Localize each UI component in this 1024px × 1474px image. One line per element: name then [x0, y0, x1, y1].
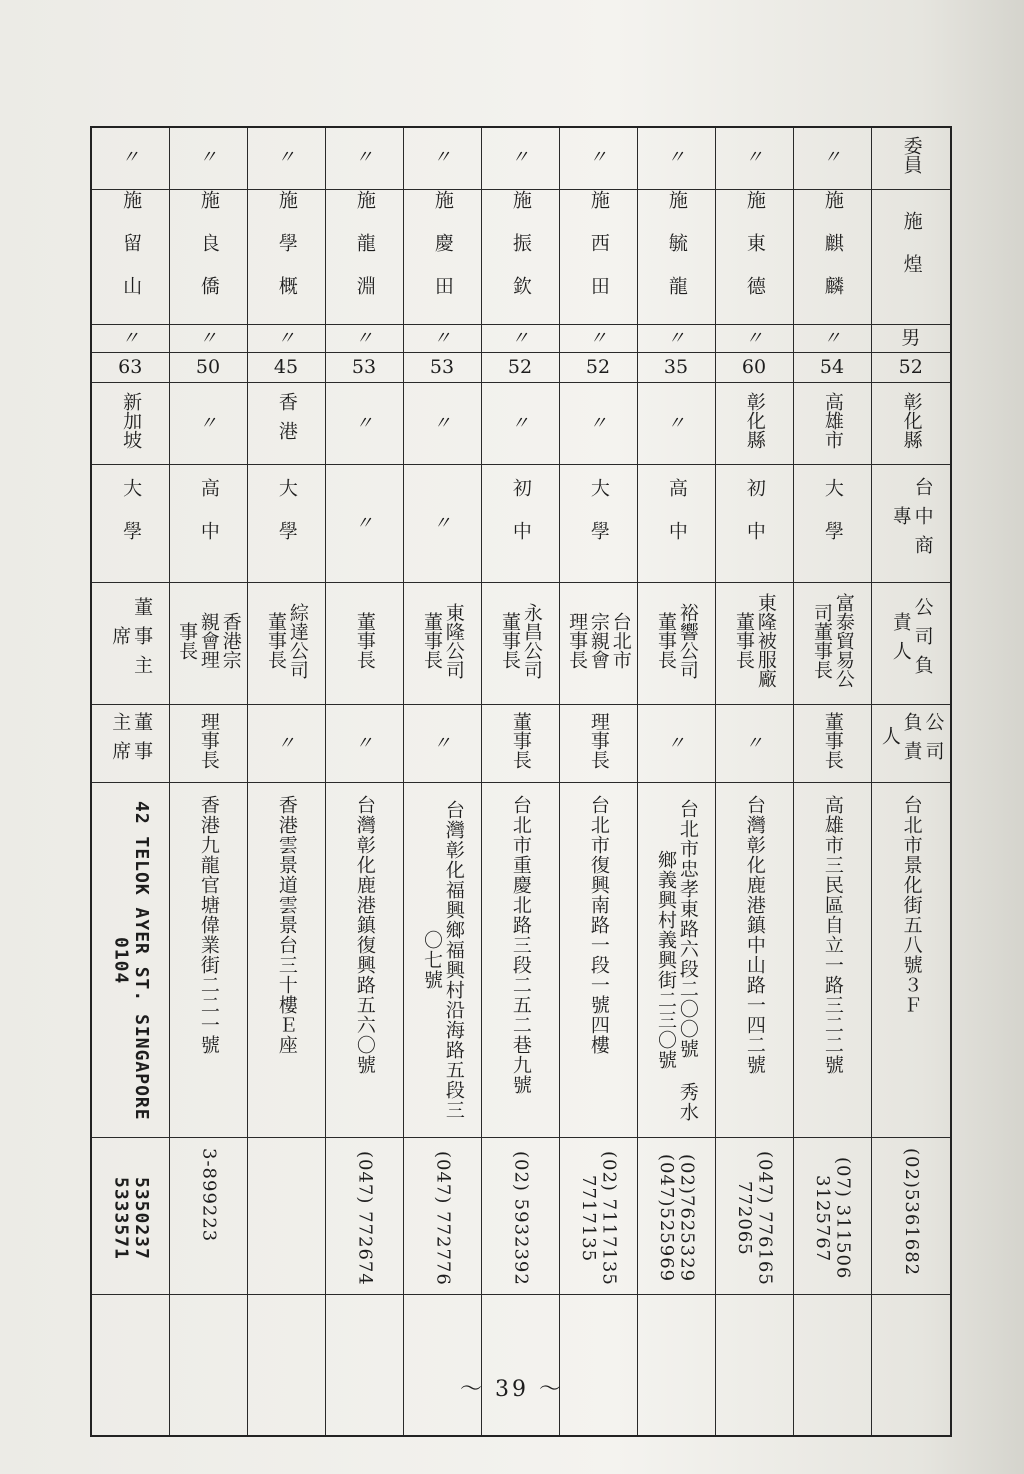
cell-phone-r7: (047) 772776: [403, 1138, 481, 1295]
cell-title-r5: 〃: [559, 127, 637, 189]
cell-name-r5: 施西田: [559, 189, 637, 325]
cell-phone-r10: 3-899223: [169, 1138, 247, 1295]
cell-addr-r2: 高雄市三民區自立一路三二二號: [793, 783, 871, 1138]
cell-curr-r9: 〃: [247, 705, 325, 783]
page-number: ～ 39 ～: [460, 1377, 564, 1402]
cell-blank: [247, 1295, 325, 1436]
cell-age-r9: 45: [247, 353, 325, 383]
cell-name-r3: 施東德: [715, 189, 793, 325]
cell-addr-r3: 台灣彰化鹿港鎮中山路一四二號: [715, 783, 793, 1138]
cell-gender-r9: 〃: [247, 325, 325, 353]
cell-gender-r3: 〃: [715, 325, 793, 353]
cell-prev-r1: 公司負責人: [871, 583, 951, 705]
cell-title-r2: 〃: [793, 127, 871, 189]
cell-age-r10: 50: [169, 353, 247, 383]
cell-blank: [871, 1295, 951, 1436]
cell-phone-r4: (02)7625329 (047)525969: [637, 1138, 715, 1295]
cell-addr-r10: 香港九龍官塘偉業街二二一號: [169, 783, 247, 1138]
row-address: [91, 783, 951, 1138]
cell-title-r7: 〃: [403, 127, 481, 189]
cell-name-r10: 施良僑: [169, 189, 247, 325]
cell-gender-r7: 〃: [403, 325, 481, 353]
cell-title-r11: 〃: [91, 127, 169, 189]
cell-native-r1: 彰化縣: [871, 383, 951, 465]
cell-blank: [403, 1295, 481, 1436]
cell-prev-r5: 台北市宗親會理事長: [559, 583, 637, 705]
cell-curr-r4: 〃: [637, 705, 715, 783]
cell-title-r1: 委員: [871, 127, 951, 189]
cell-addr-r11: 42 TELOK AYER ST. SINGAPORE 0104: [91, 783, 169, 1138]
cell-name-r7: 施慶田: [403, 189, 481, 325]
cell-addr-r8: 台灣彰化鹿港鎮復興路五六〇號: [325, 783, 403, 1138]
cell-edu-r2: 大學: [793, 465, 871, 583]
row-phone: [91, 1138, 951, 1295]
cell-title-r9: 〃: [247, 127, 325, 189]
cell-curr-r8: 〃: [325, 705, 403, 783]
row-previous-job: [91, 583, 951, 705]
row-native-place: [91, 383, 951, 465]
cell-addr-r4: 台北市忠孝東路六段二〇〇號 秀水鄉義興村義興街二三〇號: [637, 783, 715, 1138]
cell-phone-r3: (047) 776165 772065: [715, 1138, 793, 1295]
cell-curr-r1: 公司負責人: [871, 705, 951, 783]
cell-age-r1: 52: [871, 353, 951, 383]
row-current-job: [91, 705, 951, 783]
cell-prev-r11: 董事主席: [91, 583, 169, 705]
cell-gender-r10: 〃: [169, 325, 247, 353]
cell-curr-r10: 理事長: [169, 705, 247, 783]
cell-blank: [559, 1295, 637, 1436]
cell-prev-r7: 東隆公司董事長: [403, 583, 481, 705]
cell-native-r5: 〃: [559, 383, 637, 465]
cell-phone-r1: (02)5361682: [871, 1138, 951, 1295]
cell-edu-r7: 〃: [403, 465, 481, 583]
row-title: [91, 127, 951, 189]
cell-prev-r2: 富泰貿易公司董事長: [793, 583, 871, 705]
cell-native-r8: 〃: [325, 383, 403, 465]
cell-curr-r11: 董事主席: [91, 705, 169, 783]
cell-title-r8: 〃: [325, 127, 403, 189]
cell-blank: [91, 1295, 169, 1436]
cell-prev-r3: 東隆被服廠董事長: [715, 583, 793, 705]
cell-blank: [793, 1295, 871, 1436]
cell-title-r6: 〃: [481, 127, 559, 189]
cell-edu-r9: 大學: [247, 465, 325, 583]
cell-gender-r11: 〃: [91, 325, 169, 353]
cell-age-r6: 52: [481, 353, 559, 383]
cell-curr-r7: 〃: [403, 705, 481, 783]
cell-curr-r5: 理事長: [559, 705, 637, 783]
member-roster-table: [90, 126, 952, 1437]
cell-edu-r3: 初中: [715, 465, 793, 583]
cell-title-r4: 〃: [637, 127, 715, 189]
cell-native-r3: 彰化縣: [715, 383, 793, 465]
cell-addr-r5: 台北市復興南路一段一號四樓: [559, 783, 637, 1138]
cell-curr-r6: 董事長: [481, 705, 559, 783]
cell-edu-r1: 台中商專: [871, 465, 951, 583]
cell-gender-r4: 〃: [637, 325, 715, 353]
cell-gender-r1: 男: [871, 325, 951, 353]
cell-addr-r9: 香港雲景道雲景台三十樓Ｅ座: [247, 783, 325, 1138]
row-name: [91, 189, 951, 325]
cell-native-r4: 〃: [637, 383, 715, 465]
cell-blank: [169, 1295, 247, 1436]
cell-blank: [481, 1295, 559, 1436]
cell-blank: [325, 1295, 403, 1436]
row-gender: [91, 325, 951, 353]
cell-name-r11: 施留山: [91, 189, 169, 325]
cell-edu-r4: 高中: [637, 465, 715, 583]
cell-age-r11: 63: [91, 353, 169, 383]
cell-edu-r10: 高中: [169, 465, 247, 583]
cell-phone-r2: (07) 311506 3125767: [793, 1138, 871, 1295]
cell-age-r2: 54: [793, 353, 871, 383]
cell-name-r4: 施毓龍: [637, 189, 715, 325]
cell-phone-r6: (02) 5932392: [481, 1138, 559, 1295]
cell-edu-r11: 大學: [91, 465, 169, 583]
cell-gender-r6: 〃: [481, 325, 559, 353]
cell-phone-r5: (02) 7117135 7717135: [559, 1138, 637, 1295]
cell-prev-r9: 綜達公司董事長: [247, 583, 325, 705]
cell-age-r3: 60: [715, 353, 793, 383]
cell-prev-r6: 永昌公司董事長: [481, 583, 559, 705]
row-blank: [91, 1295, 951, 1436]
cell-native-r2: 高雄市: [793, 383, 871, 465]
cell-name-r6: 施振欽: [481, 189, 559, 325]
cell-addr-r6: 台北市重慶北路三段二五二巷九號: [481, 783, 559, 1138]
cell-prev-r8: 董事長: [325, 583, 403, 705]
cell-name-r1: 施煌: [871, 189, 951, 325]
cell-phone-r8: (047) 772674: [325, 1138, 403, 1295]
cell-blank: [637, 1295, 715, 1436]
row-age: [91, 353, 951, 383]
cell-edu-r8: 〃: [325, 465, 403, 583]
cell-name-r8: 施龍淵: [325, 189, 403, 325]
cell-edu-r6: 初中: [481, 465, 559, 583]
cell-addr-r7: 台灣彰化福興鄉福興村沿海路五段三〇七號: [403, 783, 481, 1138]
cell-native-r10: 〃: [169, 383, 247, 465]
cell-title-r3: 〃: [715, 127, 793, 189]
cell-edu-r5: 大學: [559, 465, 637, 583]
cell-addr-r1: 台北市景化街五八號３Ｆ: [871, 783, 951, 1138]
cell-title-r10: 〃: [169, 127, 247, 189]
cell-gender-r2: 〃: [793, 325, 871, 353]
cell-prev-r10: 香港宗親會理事長: [169, 583, 247, 705]
cell-phone-r9: [247, 1138, 325, 1295]
cell-native-r6: 〃: [481, 383, 559, 465]
cell-phone-r11: 5350237 5333571: [91, 1138, 169, 1295]
cell-name-r9: 施學概: [247, 189, 325, 325]
cell-age-r8: 53: [325, 353, 403, 383]
cell-age-r4: 35: [637, 353, 715, 383]
cell-age-r5: 52: [559, 353, 637, 383]
cell-curr-r3: 〃: [715, 705, 793, 783]
cell-blank: [715, 1295, 793, 1436]
cell-curr-r2: 董事長: [793, 705, 871, 783]
cell-gender-r8: 〃: [325, 325, 403, 353]
cell-native-r7: 〃: [403, 383, 481, 465]
cell-prev-r4: 裕響公司董事長: [637, 583, 715, 705]
cell-name-r2: 施麒麟: [793, 189, 871, 325]
cell-native-r11: 新加坡: [91, 383, 169, 465]
cell-native-r9: 香港: [247, 383, 325, 465]
cell-gender-r5: 〃: [559, 325, 637, 353]
cell-age-r7: 53: [403, 353, 481, 383]
row-education: [91, 465, 951, 583]
